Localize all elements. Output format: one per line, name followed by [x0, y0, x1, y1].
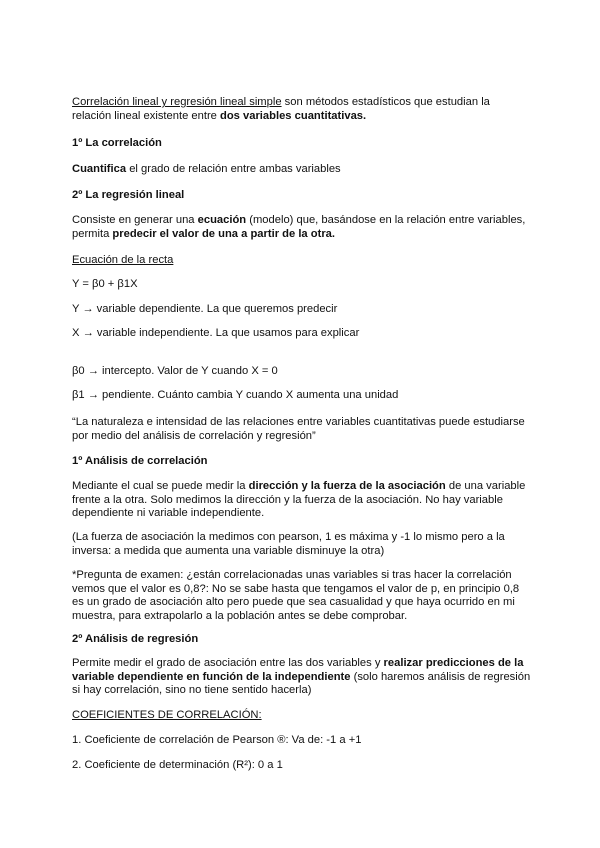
- regresion-text-2: (modelo) que, basándose en la relación entre variables, permita: [72, 214, 526, 240]
- analisis-correlacion-paragraph: [72, 480, 532, 521]
- intro-underlined-term: Correlación lineal y regresión lineal simple: [72, 96, 282, 108]
- equation-title-text: Ecuación de la recta: [72, 254, 174, 266]
- regresion-paragraph: [72, 214, 532, 241]
- correlacion-text: el grado de relación entre ambas variables: [126, 163, 341, 175]
- equation-title: [72, 254, 173, 268]
- intro-bold: dos variables cuantitativas.: [220, 109, 367, 122]
- equation-y-definition: Y → variable dependiente. La que queremos predecir: [72, 303, 338, 315]
- coeficiente-item-1: 1. Coeficiente de correlación de Pearson ®: Va de: -1 a +1: [72, 734, 362, 746]
- regresion-bold-2: predecir el valor de una a partir de la otra.: [112, 227, 336, 240]
- section-heading-analisis-regresion-text: 2º Análisis de regresión: [72, 633, 199, 645]
- coeficientes-title-text: COEFICIENTES DE CORRELACIÓN:: [72, 709, 262, 721]
- intro-text: son métodos estadísticos que estudian la relación lineal existente entre: [72, 96, 490, 122]
- analisis-correlacion-text-2: de una variable frente a la otra. Solo medimos la dirección y la fuerza de la asociación. No hay variable dependiente ni variable independiente.: [72, 480, 526, 520]
- equation-b0-definition: β0 → intercepto. Valor de Y cuando X = 0: [72, 365, 278, 377]
- coeficiente-item-2: 2. Coeficiente de determinación (R²): 0 a 1: [72, 759, 283, 771]
- analisis-regresion-bold: realizar predicciones de la variable dependiente en función de la independiente: [72, 657, 524, 683]
- analisis-regresion-text-1: Permite medir el grado de asociación entre las dos variables y: [72, 657, 384, 669]
- section-heading-regresion-text: 2º La regresión lineal: [72, 189, 185, 201]
- quote-paragraph: “La naturaleza e intensidad de las relaciones entre variables cuantitativas puede estudiarse por medio del análisis de correlación y regresión”: [72, 416, 525, 442]
- equation-x-definition: X → variable independiente. La que usamos para explicar: [72, 327, 360, 339]
- regresion-bold-1: ecuación: [197, 214, 247, 226]
- coeficientes-title: [72, 709, 262, 723]
- section-heading-analisis-correlacion-text: 1º Análisis de correlación: [72, 455, 208, 467]
- section-heading-correlacion-text: 1º La correlación: [72, 137, 162, 149]
- analisis-correlacion-bold: dirección y la fuerza de la asociación: [248, 480, 446, 492]
- analisis-regresion-paragraph: [72, 657, 532, 698]
- section-heading-analisis-correlacion: [72, 455, 208, 469]
- analisis-regresion-text-2: (solo haremos análisis de regresión si hay correlación, sino no tiene sentido hacerla): [72, 670, 531, 697]
- equation-b1-definition: β1 → pendiente. Cuánto cambia Y cuando X aumenta una unidad: [72, 389, 399, 401]
- analisis-correlacion-text-1: Mediante el cual se puede medir la: [72, 480, 249, 492]
- section-heading-regresion: [72, 189, 184, 203]
- correlacion-bold: Cuantifica: [72, 163, 127, 175]
- regresion-text-1: Consiste en generar una: [72, 214, 198, 226]
- section-heading-analisis-regresion: [72, 633, 198, 647]
- exam-question: *Pregunta de examen: ¿están correlacionadas unas variables si tras hacer la correlación vemos que el valor es 0,8?: No se sabe hasta que tengamos el valor de p, en principio 0,8 es un grado de asociación alto pero puede que sea casualidad y que haya ocurrido en mi muestra, para extrapolarlo a la población antes se debe comprobar.: [72, 569, 520, 622]
- section-heading-correlacion: [72, 137, 162, 151]
- correlacion-paragraph: [72, 163, 341, 177]
- equation-formula: Y = β0 + β1X: [72, 278, 138, 290]
- pearson-note: (La fuerza de asociación la medimos con pearson, 1 es máxima y -1 lo mismo pero a la inversa: a medida que aumenta una variable disminuye la otra): [72, 531, 505, 557]
- intro-paragraph: [72, 96, 532, 123]
